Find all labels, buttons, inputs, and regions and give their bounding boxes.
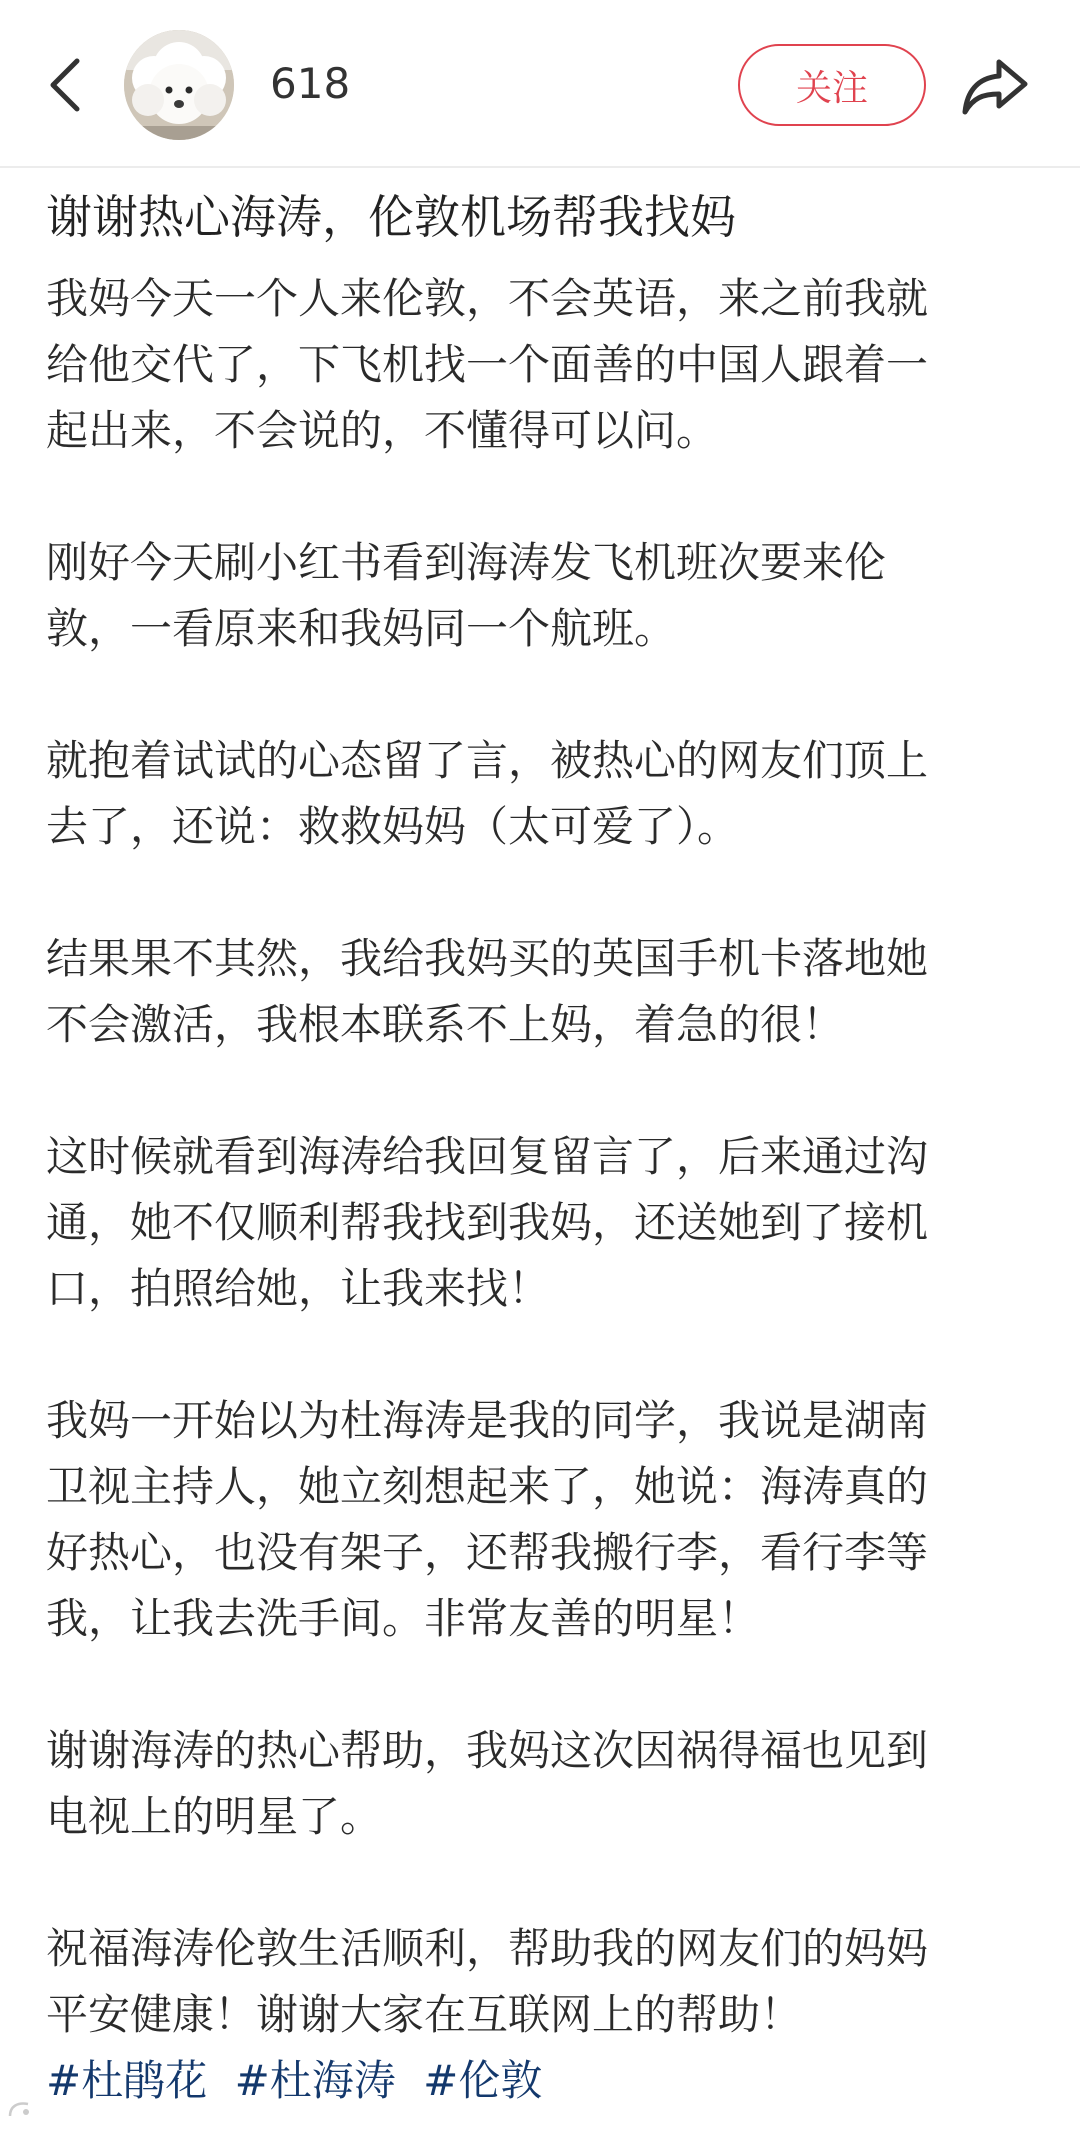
post-paragraph: 我妈今天一个人来伦敦，不会英语，来之前我就 给他交代了，下飞机找一个面善的中国人跟着一 起出来，不会说的，不懂得可以问。 (46, 274, 929, 455)
post-paragraph: 就抱着试试的心态留了言，被热心的网友们顶上 去了，还说：救救妈妈（太可爱了）。 (46, 736, 929, 851)
hashtag-link[interactable]: #杜海涛 (234, 2056, 396, 2105)
post-paragraph: 我妈一开始以为杜海涛是我的同学，我说是湖南 卫视主持人，她立刻想起来了，她说：海涛真的 好热心，也没有架子，还帮我搬行李，看行李等 我，让我去洗手间。非常友善的明星！ (46, 1396, 929, 1643)
follow-button[interactable] (738, 44, 926, 126)
poodle-avatar-icon (124, 30, 234, 140)
hashtag-link[interactable]: #伦敦 (423, 2056, 543, 2105)
post-paragraph: 祝福海涛伦敦生活顺利，帮助我的网友们的妈妈 平安健康！谢谢大家在互联网上的帮助！ (46, 1924, 929, 2039)
watermark-logo-icon (6, 2100, 32, 2120)
follow-button-label: 关注 (795, 67, 868, 109)
post-paragraph: 这时候就看到海涛给我回复留言了，后来通过沟 通，她不仅顺利帮我找到我妈，还送她到了接机 口，拍照给她，让我来找！ (46, 1132, 929, 1313)
post-title: 谢谢热心海涛，伦敦机场帮我找妈 (46, 190, 736, 244)
watermark (6, 2100, 32, 2120)
username[interactable]: 618 (270, 59, 351, 108)
post-paragraph: 谢谢海涛的热心帮助，我妈这次因祸得福也见到 电视上的明星了。 (46, 1726, 929, 1841)
share-arrow-icon (959, 54, 1031, 118)
back-button[interactable] (30, 40, 100, 130)
post-body (46, 266, 1026, 2048)
top-bar (0, 0, 1080, 168)
avatar[interactable] (124, 30, 234, 140)
chevron-left-icon (45, 55, 85, 115)
post-paragraph: 刚好今天刷小红书看到海涛发飞机班次要来伦 敦，一看原来和我妈同一个航班。 (46, 538, 887, 653)
hashtag-list (46, 2048, 1026, 2114)
share-button[interactable] (952, 46, 1038, 126)
post-paragraph: 结果果不其然，我给我妈买的英国手机卡落地她 不会激活，我根本联系不上妈，着急的很！ (46, 934, 929, 1049)
hashtag-link[interactable]: #杜鹃花 (46, 2056, 208, 2105)
post-content (46, 180, 1026, 2114)
